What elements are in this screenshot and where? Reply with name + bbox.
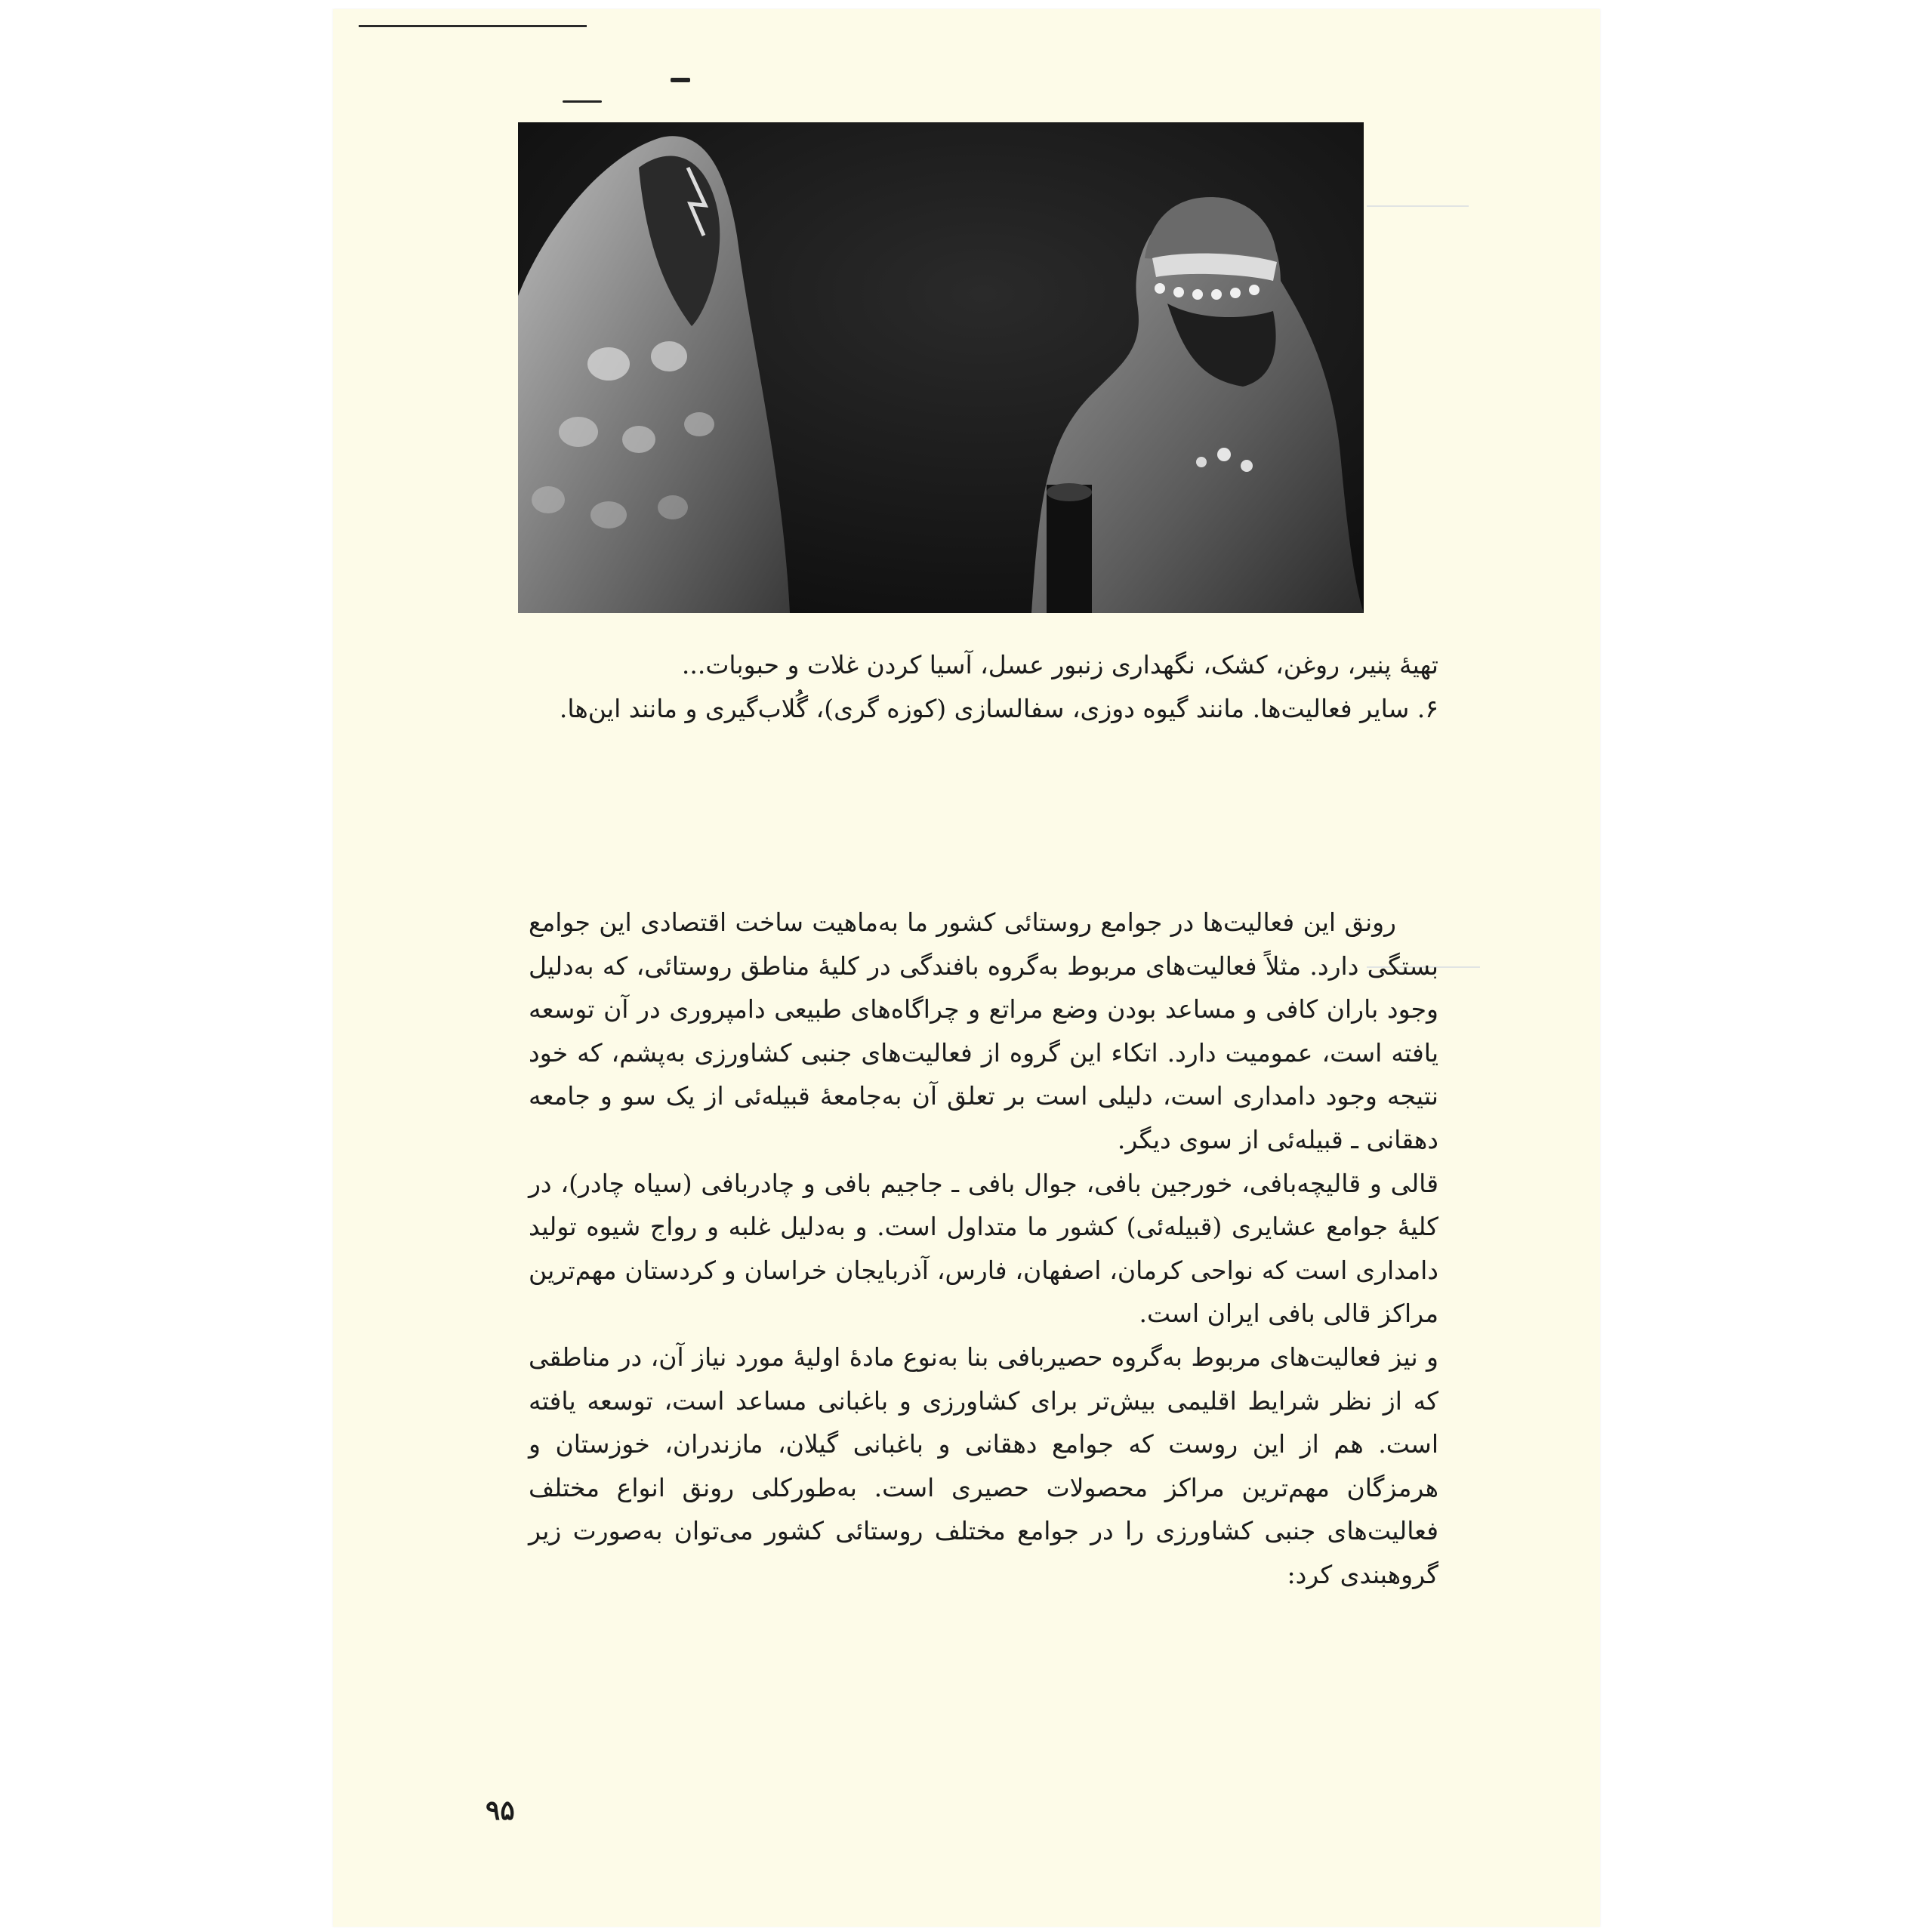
paragraph: رونق این فعالیت‌ها در جوامع روستائی کشور ما به‌ماهیت ساخت اقتصادی این جوامع بستگی دارد. مثلاً فعالیت‌های مربوط به‌گروه بافندگی در کلیهٔ مناطق روستائی، که به‌دلیل وجود باران کافی و مساعد بودن وضع مراتع و چراگاه‌های طبیعی دامپروری در آن توسعه یافته است، عمومیت دارد. اتکاء این گروه از فعالیت‌های جنبی کشاورزی به‌پشم، که خود نتیجه وجود دامداری است، دلیلی است بر تعلق آن به‌جامعهٔ قبیله‌ئی از یک سو و جامعه دهقانی ـ قبیله‌ئی از سوی دیگر. xyxy=(529,907,1438,1154)
photograph xyxy=(518,122,1364,613)
top-rule xyxy=(359,25,587,27)
paragraph: و نیز فعالیت‌های مربوط به‌گروه حصیربافی بنا به‌نوع مادهٔ اولیهٔ مورد نیاز آن، در مناطقی که از نظر شرایط اقلیمی بیش‌تر برای کشاورزی و باغبانی مساعد است، توسعه یافته است. هم از این روست که جوامع دهقانی و باغبانی گیلان، مازندران، خوزستان و هرمزگان مهم‌ترین مراکز محصولات حصیری است. به‌طورکلی رونق انواع مختلف فعالیت‌های جنبی کشاورزی را در جوامع مختلف روستائی کشور می‌توان به‌صورت زیر گروهبندی کرد: xyxy=(529,1342,1438,1589)
list-continuation: تهیهٔ پنیر، روغن، کشک، نگهداری زنبور عسل، آسیا کردن غلات و حبوبات... xyxy=(681,650,1438,679)
paragraph: قالی و قالیچه‌بافی، خورجین بافی، جوال بافی ـ جاجیم بافی و چادربافی (سیاه چادر)، در کلیهٔ جوامع عشایری (قبیله‌ئی) کشور ما متداول است. و به‌دلیل غلبه و رواج شیوه تولید دامداری است که نواحی کرمان، اصفهان، فارس، آذربایجان خراسان و کردستان مهم‌ترین مراکز قالی بافی ایران است. xyxy=(529,1168,1438,1329)
main-text xyxy=(529,901,1438,1597)
bleed-through-line xyxy=(1367,205,1469,207)
ink-mark xyxy=(671,78,690,82)
ink-mark xyxy=(563,100,602,103)
list-block xyxy=(529,643,1438,730)
list-item-6: ۶. سایر فعالیت‌ها. مانند گیوه دوزی، سفالسازی (کوزه گری)، گُلاب‌گیری و مانند این‌ها. xyxy=(559,693,1438,723)
page-number: ۹۵ xyxy=(486,1795,515,1826)
photo-image xyxy=(518,122,1364,613)
